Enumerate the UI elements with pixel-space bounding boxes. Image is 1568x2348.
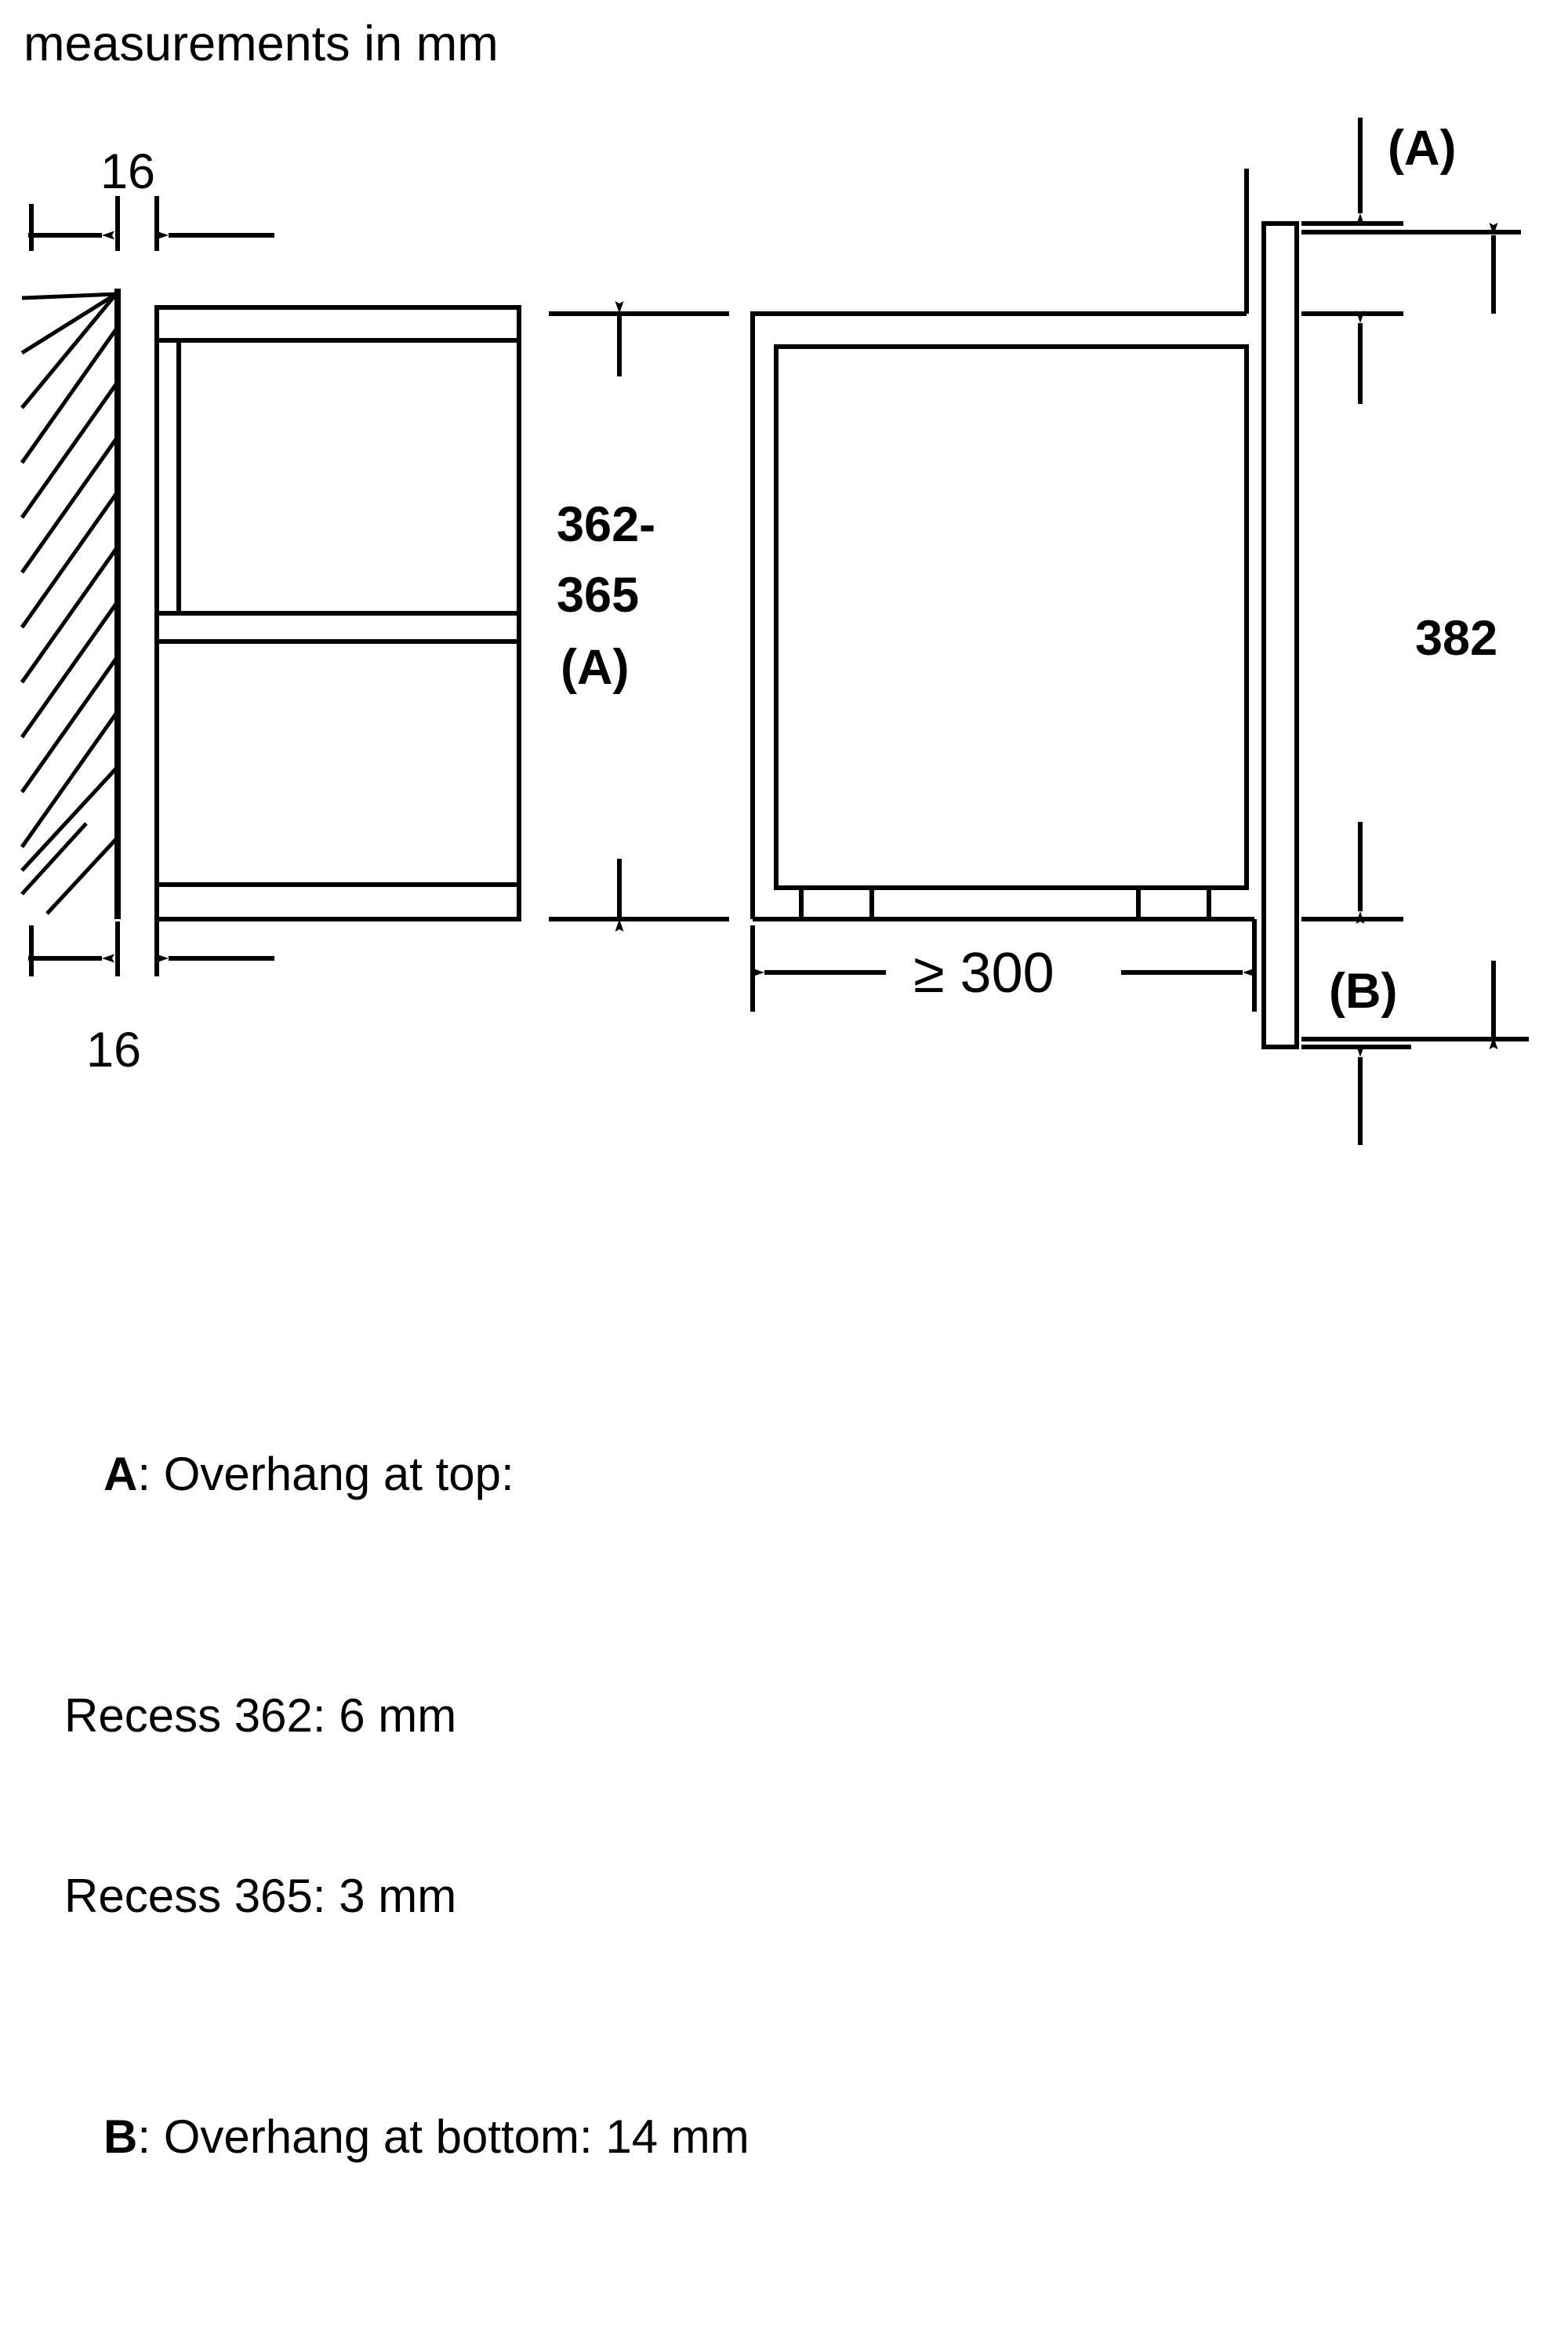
legend-block: [25, 1264, 750, 2348]
shelf-band: [157, 613, 519, 642]
legend-text-recess-362: Recess 362: 6 mm: [64, 1688, 457, 1742]
wall-hatching: [22, 294, 116, 914]
dim-label-depth-min: ≥ 300: [913, 942, 1054, 1005]
legend-line-3: [25, 1866, 750, 1927]
legend-line-1: [25, 1385, 750, 1565]
appliance-foot-left: [801, 888, 872, 919]
dim-label-left-bottom-16: 16: [86, 1023, 142, 1078]
legend-key-b: B: [103, 2110, 138, 2164]
dim-label-left-top-16: 16: [100, 144, 156, 199]
legend-line-2: [25, 1686, 750, 1746]
upper-cabinet-top-panel: [157, 307, 519, 340]
upper-cabinet-outline: [157, 307, 519, 613]
appliance-door-panel: [1264, 224, 1297, 1047]
dim-left-bottom-16: [28, 921, 274, 976]
dim-label-height-line3: (A): [561, 640, 630, 695]
recess-outline-top: [753, 314, 1247, 919]
dim-label-height-line1: 362-: [557, 497, 656, 552]
appliance-body: [776, 347, 1247, 888]
dim-label-overhang-bottom: (B): [1329, 964, 1398, 1019]
legend-text-recess-365: Recess 365: 3 mm: [64, 1869, 457, 1922]
page-title: measurements in mm: [24, 16, 499, 71]
legend-key-a: A: [103, 1448, 138, 1501]
legend-line-4: [25, 2047, 750, 2227]
dim-label-total-height: 382: [1415, 611, 1498, 666]
right-view-geometry: [753, 169, 1297, 1047]
legend-text-b: : Overhang at bottom: 14 mm: [137, 2110, 750, 2164]
left-view-geometry: [22, 289, 519, 919]
appliance-foot-right: [1138, 888, 1209, 919]
dim-label-height-line2: 365: [557, 568, 640, 623]
lower-cabinet-outline: [157, 642, 519, 919]
dim-label-overhang-top: (A): [1388, 121, 1457, 176]
dim-left-top-16: [28, 196, 274, 251]
legend-text-a: : Overhang at top:: [137, 1448, 514, 1501]
